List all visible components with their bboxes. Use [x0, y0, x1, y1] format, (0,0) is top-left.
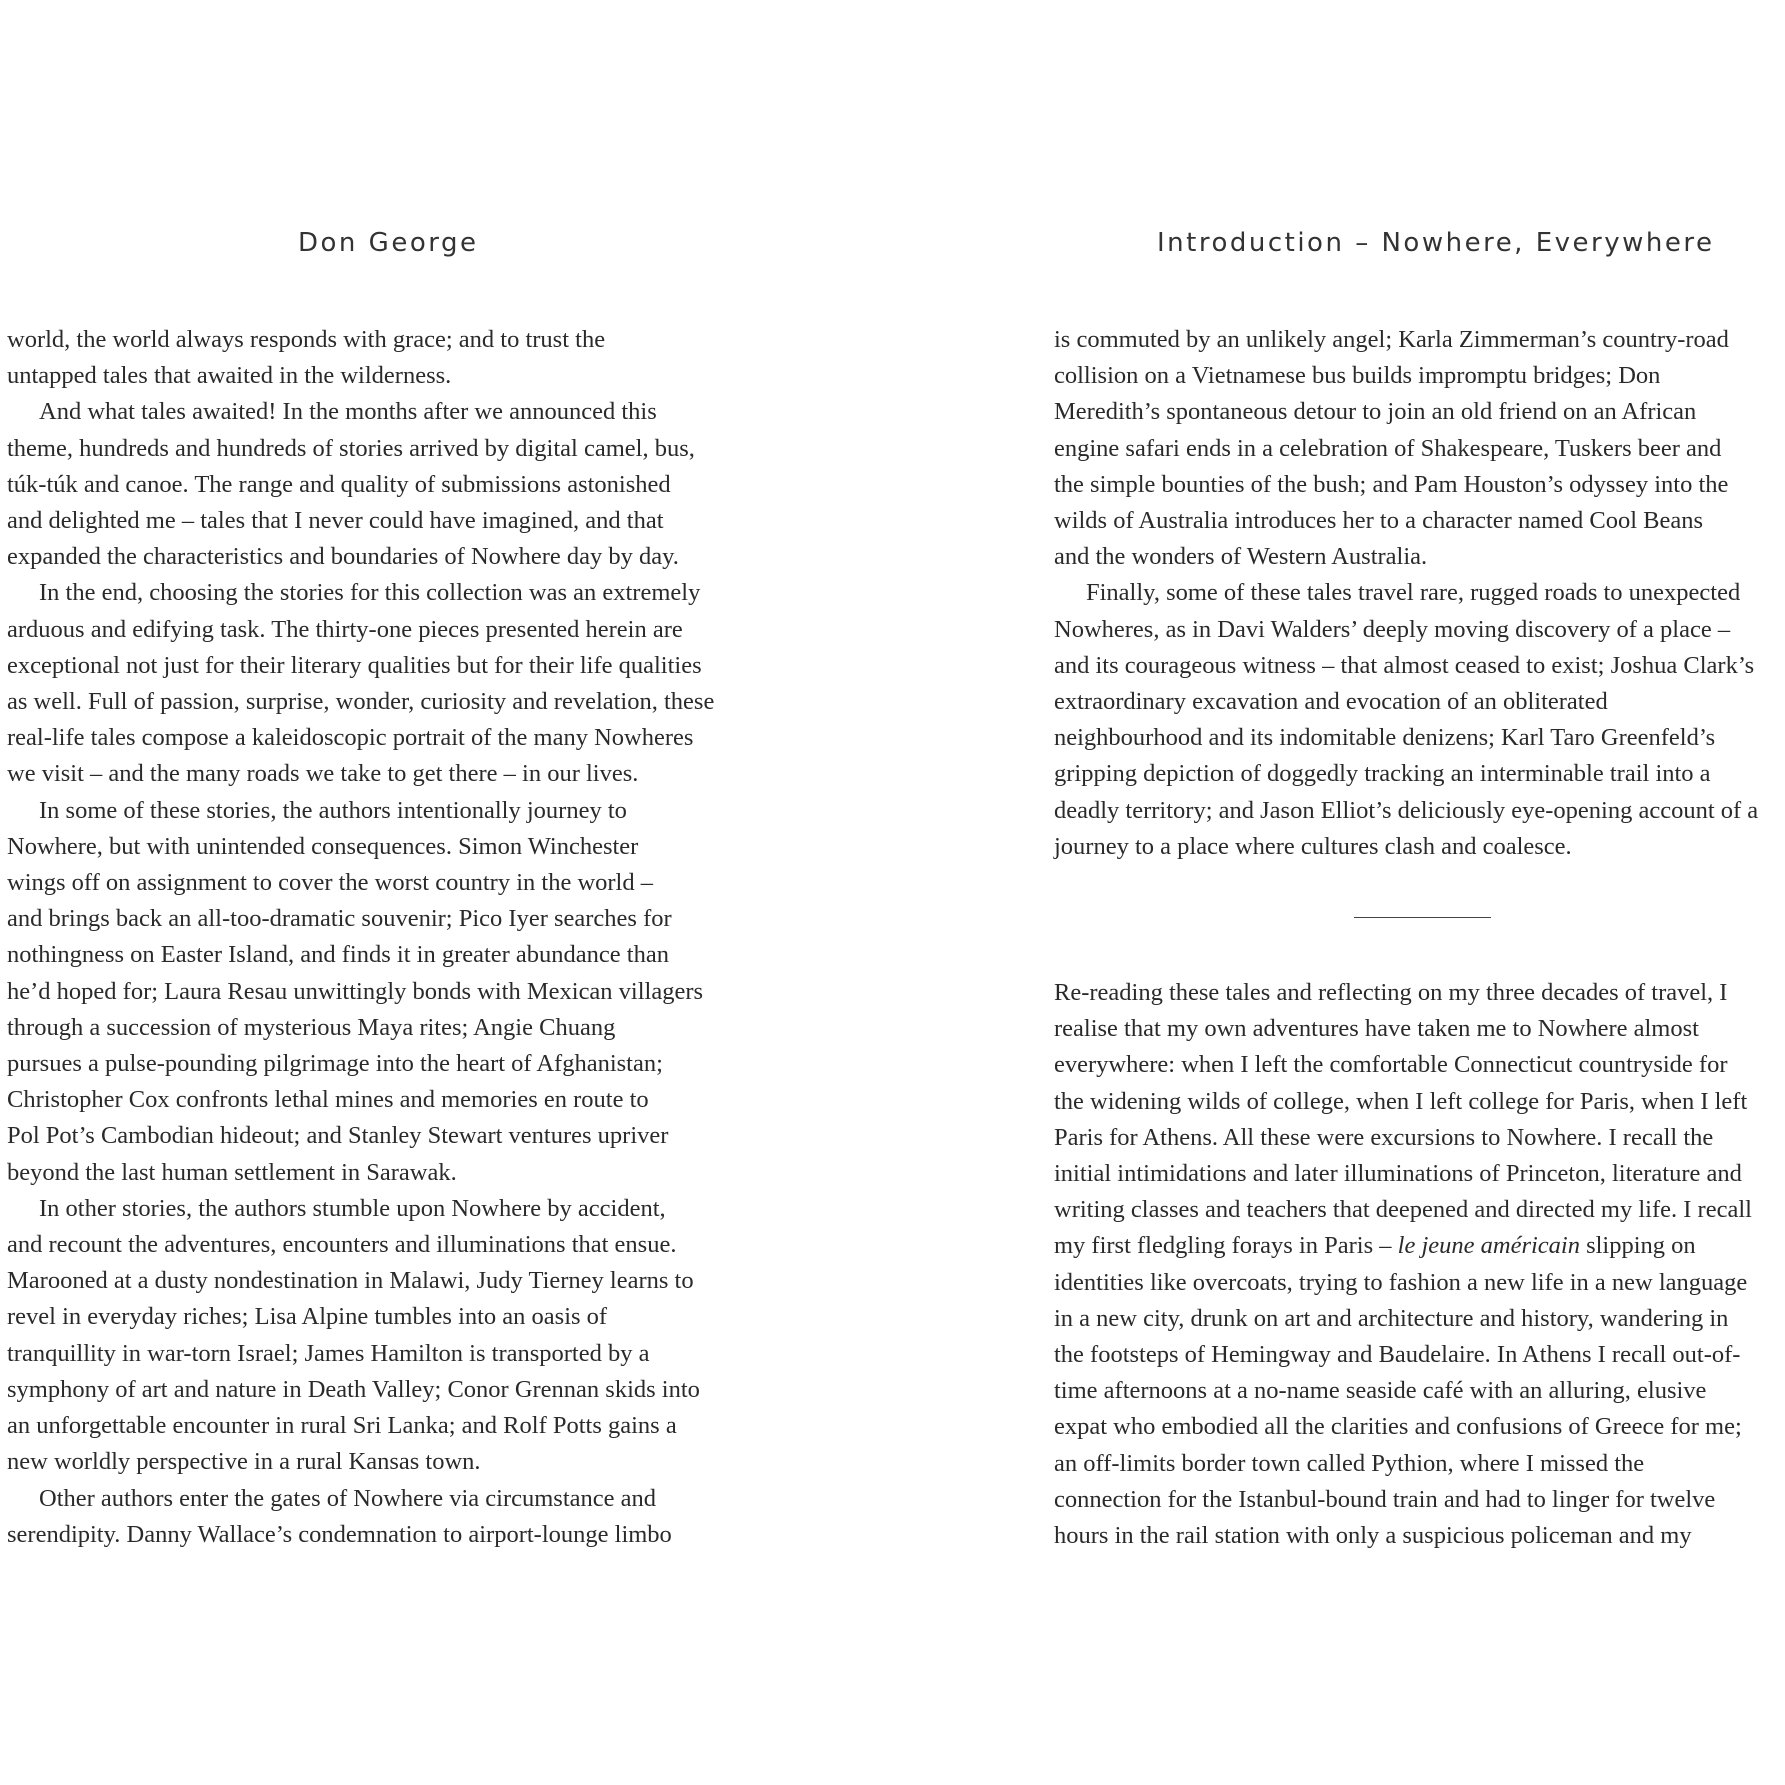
right-body-text-top	[1054, 322, 1785, 865]
text-line: exceptional not just for their literary qualities but for their life qualities	[7, 651, 702, 679]
text-line: beyond the last human settlement in Sarawak.	[7, 1158, 457, 1186]
text-line: Paris for Athens. All these were excursions to Nowhere. I recall the	[1054, 1123, 1714, 1151]
text-line: writing classes and teachers that deepened and directed my life. I recall	[1054, 1196, 1752, 1224]
text-line-with-italic	[1054, 1228, 1785, 1264]
text-line: Meredith’s spontaneous detour to join an old friend on an African	[1054, 398, 1697, 426]
text-line: gripping depiction of doggedly tracking an interminable trail into a	[1054, 760, 1711, 788]
text-line: túk-túk and canoe. The range and quality of submissions astonished	[7, 470, 671, 498]
text-line: and brings back an all-too-dramatic souvenir; Pico Iyer searches for	[7, 905, 672, 933]
text-line: And what tales awaited! In the months after we announced this	[39, 398, 657, 426]
text-line: Other authors enter the gates of Nowhere via circumstance and	[39, 1484, 657, 1512]
text-line: serendipity. Danny Wallace’s condemnation to airport-lounge limbo	[7, 1520, 672, 1548]
text-line: through a succession of mysterious Maya rites; Angie Chuang	[7, 1013, 616, 1041]
text-line: Finally, some of these tales travel rare, rugged roads to unexpected	[1086, 579, 1741, 607]
text-line: tranquillity in war-torn Israel; James Hamilton is transported by a	[7, 1339, 650, 1367]
text-segment: my first fledgling forays in Paris –	[1054, 1232, 1398, 1260]
text-line: and delighted me – tales that I never could have imagined, and that	[7, 507, 664, 535]
text-line: an off-limits border town called Pythion, where I missed the	[1054, 1449, 1645, 1477]
running-head-chapter: Introduction – Nowhere, Everywhere	[1157, 228, 1715, 258]
text-line: journey to a place where cultures clash and coalesce.	[1054, 832, 1572, 860]
text-line: is commuted by an unlikely angel; Karla Zimmerman’s country-road	[1054, 326, 1729, 353]
text-line: theme, hundreds and hundreds of stories arrived by digital camel, bus,	[7, 434, 695, 462]
text-line: everywhere: when I left the comfortable Connecticut countryside for	[1054, 1051, 1728, 1079]
text-line: Nowhere, but with unintended consequences. Simon Winchester	[7, 832, 639, 860]
text-line: neighbourhood and its indomitable denizens; Karl Taro Greenfeld’s	[1054, 724, 1716, 752]
text-line: In other stories, the authors stumble upon Nowhere by accident,	[39, 1194, 666, 1222]
text-line: Pol Pot’s Cambodian hideout; and Stanley Stewart ventures upriver	[7, 1122, 669, 1150]
text-line: time afternoons at a no-name seaside café with an alluring, elusive	[1054, 1377, 1707, 1405]
text-line: nothingness on Easter Island, and finds it in greater abundance than	[7, 941, 669, 969]
text-line: wilds of Australia introduces her to a character named Cool Beans	[1054, 507, 1704, 535]
text-line: Nowheres, as in Davi Walders’ deeply moving discovery of a place –	[1054, 615, 1731, 643]
text-segment: slipping on	[1579, 1232, 1696, 1260]
text-line: we visit – and the many roads we take to get there – in our lives.	[7, 760, 639, 788]
text-line: expat who embodied all the clarities and confusions of Greece for me;	[1054, 1413, 1742, 1441]
text-line: identities like overcoats, trying to fashion a new life in a new language	[1054, 1268, 1748, 1296]
text-line: Christopher Cox confronts lethal mines and memories en route to	[7, 1086, 649, 1114]
text-line: real-life tales compose a kaleidoscopic portrait of the many Nowheres	[7, 724, 694, 752]
text-line: he’d hoped for; Laura Resau unwittingly bonds with Mexican villagers	[7, 977, 704, 1005]
text-line: the widening wilds of college, when I left college for Paris, when I left	[1054, 1087, 1748, 1115]
text-line: as well. Full of passion, surprise, wonder, curiosity and revelation, these	[7, 688, 715, 716]
text-line: initial intimidations and later illuminations of Princeton, literature and	[1054, 1160, 1742, 1188]
text-line: in a new city, drunk on art and architecture and history, wandering in	[1054, 1304, 1729, 1332]
text-line: arduous and edifying task. The thirty-one pieces presented herein are	[7, 615, 683, 643]
text-line: and recount the adventures, encounters and illuminations that ensue.	[7, 1231, 677, 1259]
right-body-text-bottom	[1054, 975, 1785, 1554]
text-line: and its courageous witness – that almost ceased to exist; Joshua Clark’s	[1054, 651, 1755, 679]
text-line: the simple bounties of the bush; and Pam Houston’s odyssey into the	[1054, 470, 1729, 498]
text-line: symphony of art and nature in Death Valley; Conor Grennan skids into	[7, 1375, 700, 1403]
text-line: In the end, choosing the stories for this collection was an extremely	[39, 579, 701, 607]
text-line: In some of these stories, the authors intentionally journey to	[39, 796, 627, 824]
text-line: Marooned at a dusty nondestination in Malawi, Judy Tierney learns to	[7, 1267, 694, 1295]
left-body-text	[7, 322, 767, 1553]
text-line: engine safari ends in a celebration of Shakespeare, Tuskers beer and	[1054, 434, 1722, 462]
text-line: and the wonders of Western Australia.	[1054, 543, 1428, 571]
text-line: world, the world always responds with grace; and to trust the	[7, 326, 606, 353]
text-line: hours in the rail station with only a suspicious policeman and my	[1054, 1522, 1692, 1550]
text-line: realise that my own adventures have taken me to Nowhere almost	[1054, 1015, 1699, 1043]
text-line: untapped tales that awaited in the wilderness.	[7, 362, 452, 390]
section-break-rule	[1354, 917, 1491, 918]
text-line: collision on a Vietnamese bus builds impromptu bridges; Don	[1054, 362, 1661, 390]
text-line: pursues a pulse-pounding pilgrimage into the heart of Afghanistan;	[7, 1050, 663, 1078]
text-line: expanded the characteristics and boundaries of Nowhere day by day.	[7, 543, 679, 571]
text-line: connection for the Istanbul-bound train and had to linger for twelve	[1054, 1485, 1716, 1513]
text-line: deadly territory; and Jason Elliot’s deliciously eye-opening account of a	[1054, 796, 1759, 824]
text-line: Re-reading these tales and reflecting on my three decades of travel, I	[1054, 979, 1728, 1006]
text-line: an unforgettable encounter in rural Sri Lanka; and Rolf Potts gains a	[7, 1412, 677, 1440]
text-line: new worldly perspective in a rural Kansas town.	[7, 1448, 481, 1476]
text-line: extraordinary excavation and evocation of an obliterated	[1054, 688, 1608, 716]
text-line: wings off on assignment to cover the worst country in the world –	[7, 869, 653, 897]
text-line: revel in everyday riches; Lisa Alpine tumbles into an oasis of	[7, 1303, 608, 1331]
running-head-author: Don George	[298, 228, 479, 258]
text-line: the footsteps of Hemingway and Baudelaire. In Athens I recall out-of-	[1054, 1341, 1741, 1369]
italic-phrase: le jeune américain	[1397, 1232, 1580, 1260]
